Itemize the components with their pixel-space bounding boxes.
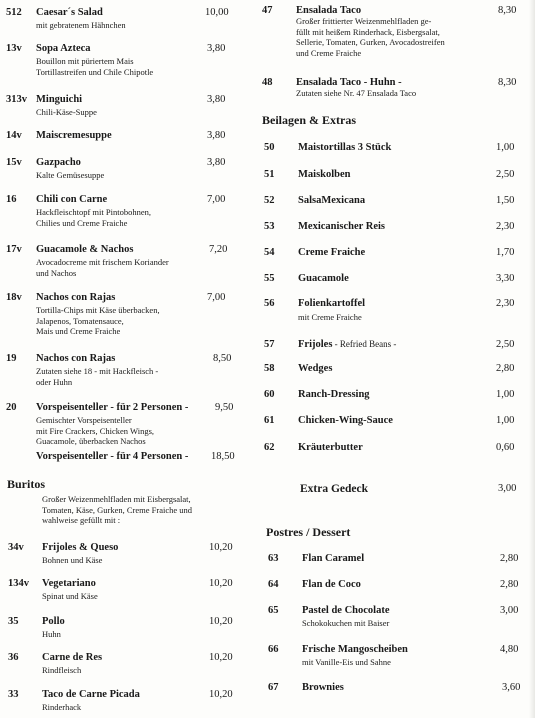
item-price: 10,20 (209, 689, 233, 700)
item-name: Flan de Coco (302, 579, 361, 590)
item-description: mit Fire Crackers, Chicken Wings, (36, 425, 155, 436)
item-name: Nachos con Rajas (36, 292, 116, 303)
item-name-text: Frijoles (298, 339, 333, 350)
item-number: 313v (6, 94, 27, 105)
item-description: Schokokuchen mit Baiser (302, 618, 390, 628)
item-price: 2,50 (496, 169, 515, 180)
item-number: 134v (8, 578, 29, 589)
item-name: Frische Mangoscheiben (302, 644, 408, 655)
item-description: Huhn (42, 629, 61, 639)
item-description: Kalte Gemüsesuppe (36, 170, 105, 180)
item-description: Avocadocreme mit frischem Koriander (36, 257, 169, 267)
item-number: 65 (268, 605, 279, 616)
item-number: 55 (264, 273, 275, 284)
item-name (298, 169, 351, 180)
item-price: 3,80 (207, 130, 226, 141)
item-description: Gemischter Vorspeisenteller (36, 415, 132, 425)
item-price: 2,50 (496, 339, 515, 350)
item-description: Guacamole, überbacken Nachos (36, 436, 146, 447)
item-name (298, 415, 393, 426)
item-name: Brownies (302, 682, 344, 693)
item-number: 15v (6, 157, 22, 168)
item-price: 2,30 (496, 221, 515, 232)
item-number: 63 (268, 553, 279, 564)
item-number: 57 (264, 339, 275, 350)
item-price: 3,80 (207, 94, 226, 105)
item-price: 7,20 (209, 244, 228, 255)
item-description: Zutaten siehe Nr. 47 Ensalada Taco (296, 88, 417, 98)
item-description: Chilies und Creme Fraiche (36, 217, 128, 228)
item-description: Sellerie, Tomaten, Gurken, Avocadostreifen (296, 37, 445, 48)
item-description: Bouillon mit püriertem Mais (36, 56, 134, 66)
item-number: 34v (8, 542, 24, 553)
item-name (298, 442, 363, 453)
item-name: Ensalada Taco - Huhn - (296, 77, 402, 88)
item-description: Großer frittierter Weizenmehlfladen ge- (296, 16, 432, 26)
item-price: 2,80 (500, 579, 519, 590)
item-name: Caesar´s Salad (36, 7, 103, 18)
item-price: 10,20 (209, 542, 233, 553)
item-description: und Nachos (36, 267, 77, 278)
item-price: 7,00 (207, 292, 226, 303)
item-name-text: Folienkartoffel (298, 298, 366, 309)
section-intro: Tomaten, Käse, Gurken, Creme Fraiche und (42, 504, 192, 515)
item-number: 36 (8, 652, 19, 663)
item-name: Flan Caramel (302, 553, 365, 564)
item-name: Nachos con Rajas (36, 353, 116, 364)
item-name-text: Kräuterbutter (298, 442, 363, 453)
item-name-text: Guacamole (298, 273, 349, 284)
item-description: mit Vanille-Eis und Sahne (302, 657, 391, 667)
item-number: 52 (264, 195, 275, 206)
section-heading: Postres / Dessert (266, 525, 351, 539)
item-name-text: Creme Fraiche (298, 247, 366, 258)
item-name (298, 389, 370, 400)
item-number: 53 (264, 221, 275, 232)
item-description: Spinat und Käse (42, 591, 98, 601)
item-name: Sopa Azteca (36, 43, 91, 54)
item-price: 8,30 (498, 77, 517, 88)
item-price: 10,00 (205, 7, 229, 18)
item-price: 2,30 (496, 298, 515, 309)
item-description: Zutaten siehe 18 - mit Hackfleisch - (36, 366, 159, 376)
item-number: 54 (264, 247, 275, 258)
item-number: 17v (6, 244, 22, 255)
item-number: 20 (6, 402, 17, 413)
item-price: 4,80 (500, 644, 519, 655)
item-number: 14v (6, 130, 22, 141)
item-price: 7,00 (207, 194, 226, 205)
item-name: Guacamole & Nachos (36, 244, 134, 255)
item-number: 51 (264, 169, 275, 180)
item-number: 35 (8, 616, 19, 627)
item-name: Taco de Carne Picada (42, 689, 140, 700)
item-description: mit gebratenem Hähnchen (36, 20, 126, 30)
item-name: Carne de Res (42, 652, 103, 663)
item-number: 512 (6, 7, 22, 18)
item-description: und Creme Fraiche (296, 47, 362, 58)
item-number: 13v (6, 43, 22, 54)
item-number: 66 (268, 644, 279, 655)
item-number: 62 (264, 442, 275, 453)
item-name: Vorspeisenteller - für 2 Personen - (36, 402, 189, 413)
section-intro: Großer Weizenmehlfladen mit Eisbergsalat, (42, 494, 191, 504)
item-price: 3,30 (496, 273, 515, 284)
item-number: 33 (8, 689, 19, 700)
item-description: Bohnen und Käse (42, 555, 103, 565)
item-name: Vorspeisenteller - für 4 Personen - (36, 451, 189, 462)
item-number: 48 (262, 77, 273, 88)
item-number: 58 (264, 363, 275, 374)
item-price: 10,20 (209, 652, 233, 663)
item-price: 3,00 (500, 605, 519, 616)
item-price: 1,00 (496, 142, 515, 153)
item-name (298, 363, 332, 374)
item-number: 16 (6, 194, 17, 205)
item-price: 10,20 (209, 578, 233, 589)
item-name-text: Wedges (298, 363, 333, 374)
item-number: 18v (6, 292, 22, 303)
section-intro: wahlweise gefüllt mit : (42, 515, 121, 526)
item-description: Hackfleischtopf mit Pintobohnen, (36, 207, 151, 217)
section-heading: Beilagen & Extras (262, 113, 356, 127)
item-name: Maiscremesuppe (36, 130, 112, 141)
item-number: 47 (262, 5, 273, 16)
item-number: 67 (268, 682, 279, 693)
item-number: 61 (264, 415, 275, 426)
extra-gedeck-price: 3,00 (498, 483, 517, 494)
item-name-text: Chicken-Wing-Sauce (298, 415, 393, 426)
item-description: Tortillastreifen und Chile Chipotle (36, 66, 154, 77)
item-price: 18,50 (211, 451, 235, 462)
item-price: 1,00 (496, 389, 515, 400)
item-description: Tortilla-Chips mit Käse überbacken, (36, 305, 160, 315)
item-price: 3,60 (502, 682, 521, 693)
item-name (298, 247, 365, 258)
item-name-suffix: - Refried Beans - (332, 339, 397, 349)
item-price: 2,80 (496, 363, 515, 374)
item-name (298, 195, 365, 206)
item-description: füllt mit heißem Rinderhack, Eisbergsalat, (296, 26, 440, 37)
item-name (298, 221, 385, 232)
item-name (298, 339, 396, 350)
item-description: Rindfleisch (42, 665, 82, 675)
item-name: Frijoles & Queso (42, 542, 119, 553)
item-name: Vegetariano (42, 578, 96, 589)
item-description: Rinderhack (42, 702, 82, 712)
item-price: 3,80 (207, 157, 226, 168)
item-name-text: Maistortillas 3 Stück (298, 142, 392, 153)
item-name (298, 142, 391, 153)
item-number: 56 (264, 298, 275, 309)
item-description: Jalapenos, Tomatensauce, (36, 315, 124, 326)
item-price: 8,50 (213, 353, 232, 364)
item-name-text: Maiskolben (298, 169, 351, 180)
item-price: 1,70 (496, 247, 515, 258)
item-name-text: SalsaMexicana (298, 195, 366, 206)
item-number: 64 (268, 579, 279, 590)
item-price: 1,00 (496, 415, 515, 426)
item-number: 50 (264, 142, 275, 153)
item-price: 9,50 (215, 402, 234, 413)
item-name: Gazpacho (36, 157, 81, 168)
item-name: Pastel de Chocolate (302, 605, 390, 616)
item-price: 2,80 (500, 553, 519, 564)
item-price: 0,60 (496, 442, 515, 453)
item-name: Ensalada Taco (296, 5, 362, 16)
item-price: 10,20 (209, 616, 233, 627)
item-number: 19 (6, 353, 17, 364)
page-edge-shadow (529, 0, 535, 718)
item-price: 3,80 (207, 43, 226, 54)
item-description: Chili-Käse-Suppe (36, 107, 97, 117)
item-name: Chili con Carne (36, 194, 108, 205)
item-description: mit Creme Fraiche (298, 312, 362, 322)
extra-gedeck-label: Extra Gedeck (300, 483, 369, 495)
item-price: 8,30 (498, 5, 517, 16)
item-number: 60 (264, 389, 275, 400)
item-description: oder Huhn (36, 376, 73, 387)
item-price: 1,50 (496, 195, 515, 206)
item-name-text: Mexicanischer Reis (298, 221, 385, 232)
item-name: Pollo (42, 616, 65, 627)
item-name-text: Ranch-Dressing (298, 389, 370, 400)
item-name (298, 273, 349, 284)
item-name (298, 298, 365, 309)
section-heading: Buritos (7, 477, 46, 491)
item-name: Minguichi (36, 94, 83, 105)
item-description: Mais und Creme Fraiche (36, 326, 121, 337)
